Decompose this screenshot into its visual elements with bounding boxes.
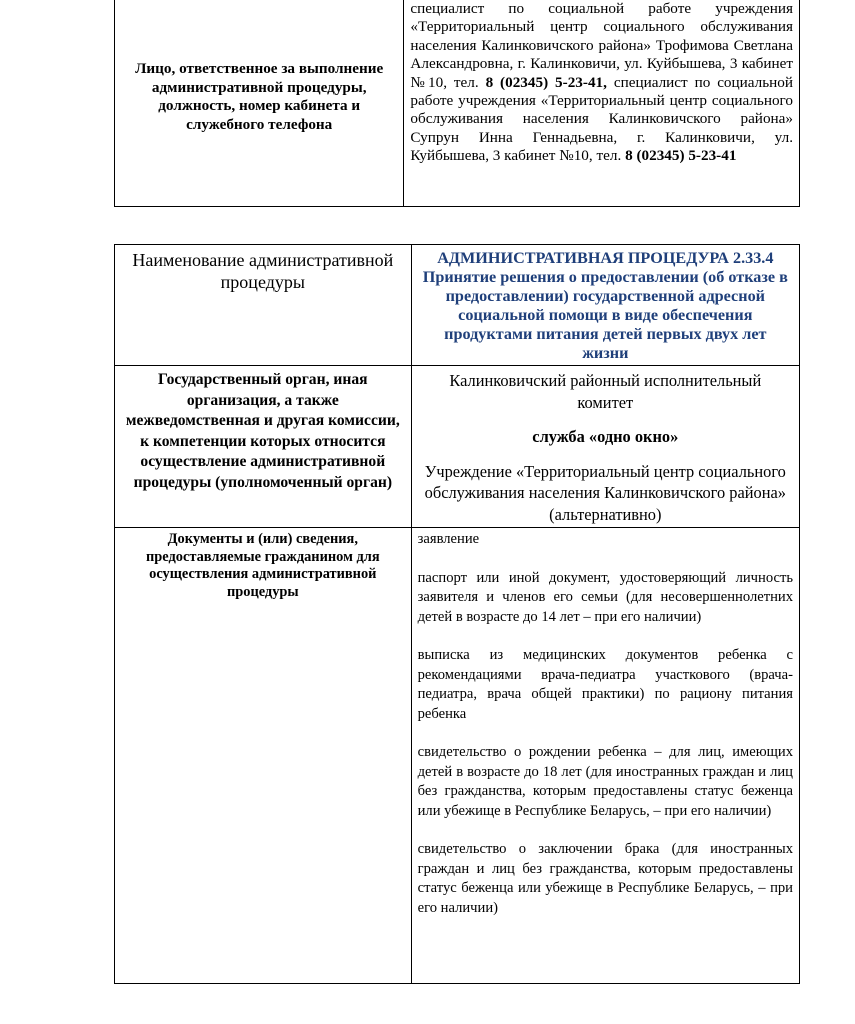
responsible-person-label: Лицо, ответственное за выполнение административной процедуры, должность, номер кабинета и служебного телефона [115, 0, 404, 207]
authority-details [411, 366, 799, 528]
responsible-person-text-2: специалист по социальной работе учреждения «Территориальный центр социального обслуживания населения Калинковичского района» Супрун Инна Геннадьевна, г. Калинковичи, ул. Куйбышева, 3 кабинет №10, тел. [410, 73, 794, 165]
procedure-name-label: Наименование административной процедуры [115, 245, 412, 366]
list-item: заявление [417, 531, 480, 547]
responsible-person-details [404, 0, 800, 207]
list-item: выписка из медицинских документов ребенка с рекомендациями врача-педиатра участкового (врача-педиатра, врача общей практики) по рациону питания ребенка [417, 647, 793, 722]
table-row [115, 245, 800, 366]
list-item: свидетельство о рождении ребенка – для лиц, имеющих детей в возрасте до 18 лет (для иностранных граждан и лиц без гражданства, которым предоставлены статус беженца или убежище в Республике Беларусь, – при его наличии) [417, 744, 793, 819]
authority-label: Государственный орган, иная организация, а также межведомственная и другая комиссии, к компетенции которых относится осуществление административной процедуры (уполномоченный орган) [115, 366, 412, 528]
documents-list [411, 528, 799, 984]
responsible-person-text-1: специалист по социальной работе учреждения «Территориальный центр социального обслуживания населения Калинковичского района» Трофимова Светлана Александровна, г. Калинковичи, ул. Куйбышева, 3 кабинет №10, тел. [410, 0, 793, 91]
responsible-person-table [114, 0, 800, 207]
procedure-title [411, 245, 799, 366]
table-row [115, 366, 800, 528]
procedure-table [114, 244, 800, 984]
procedure-description: Принятие решения о предоставлении (об отказе в предоставлении) государственной адресной социальной помощи в виде обеспечения продуктами питания детей первых двух лет жизни [422, 268, 788, 362]
list-item: паспорт или иной документ, удостоверяющий личность заявителя и членов его семьи (для несовершеннолетних детей в возрасте до 14 лет – при его наличии) [417, 569, 793, 625]
table-row [115, 528, 800, 984]
documents-label: Документы и (или) сведения, предоставляемые гражданином для осуществления административной процедуры [115, 528, 412, 984]
table-row [115, 0, 800, 207]
authority-one-window: служба «одно окно» [532, 427, 679, 446]
list-item: свидетельство о заключении брака (для иностранных граждан и лиц без гражданства, которым предоставлены статус беженца или убежище в Республике Беларусь, – при его наличии) [417, 841, 793, 916]
authority-executive-committee: Калинковичский районный исполнительный комитет [449, 371, 762, 412]
procedure-number: АДМИНИСТРАТИВНАЯ ПРОЦЕДУРА 2.33.4 [437, 249, 774, 267]
authority-social-center: Учреждение «Территориальный центр социального обслуживания населения Калинковичского района» (альтернативно) [424, 461, 786, 524]
phone-number-1: 8 (02345) 5-23-41, [485, 73, 607, 91]
phone-number-2: 8 (02345) 5-23-41 [625, 147, 737, 165]
